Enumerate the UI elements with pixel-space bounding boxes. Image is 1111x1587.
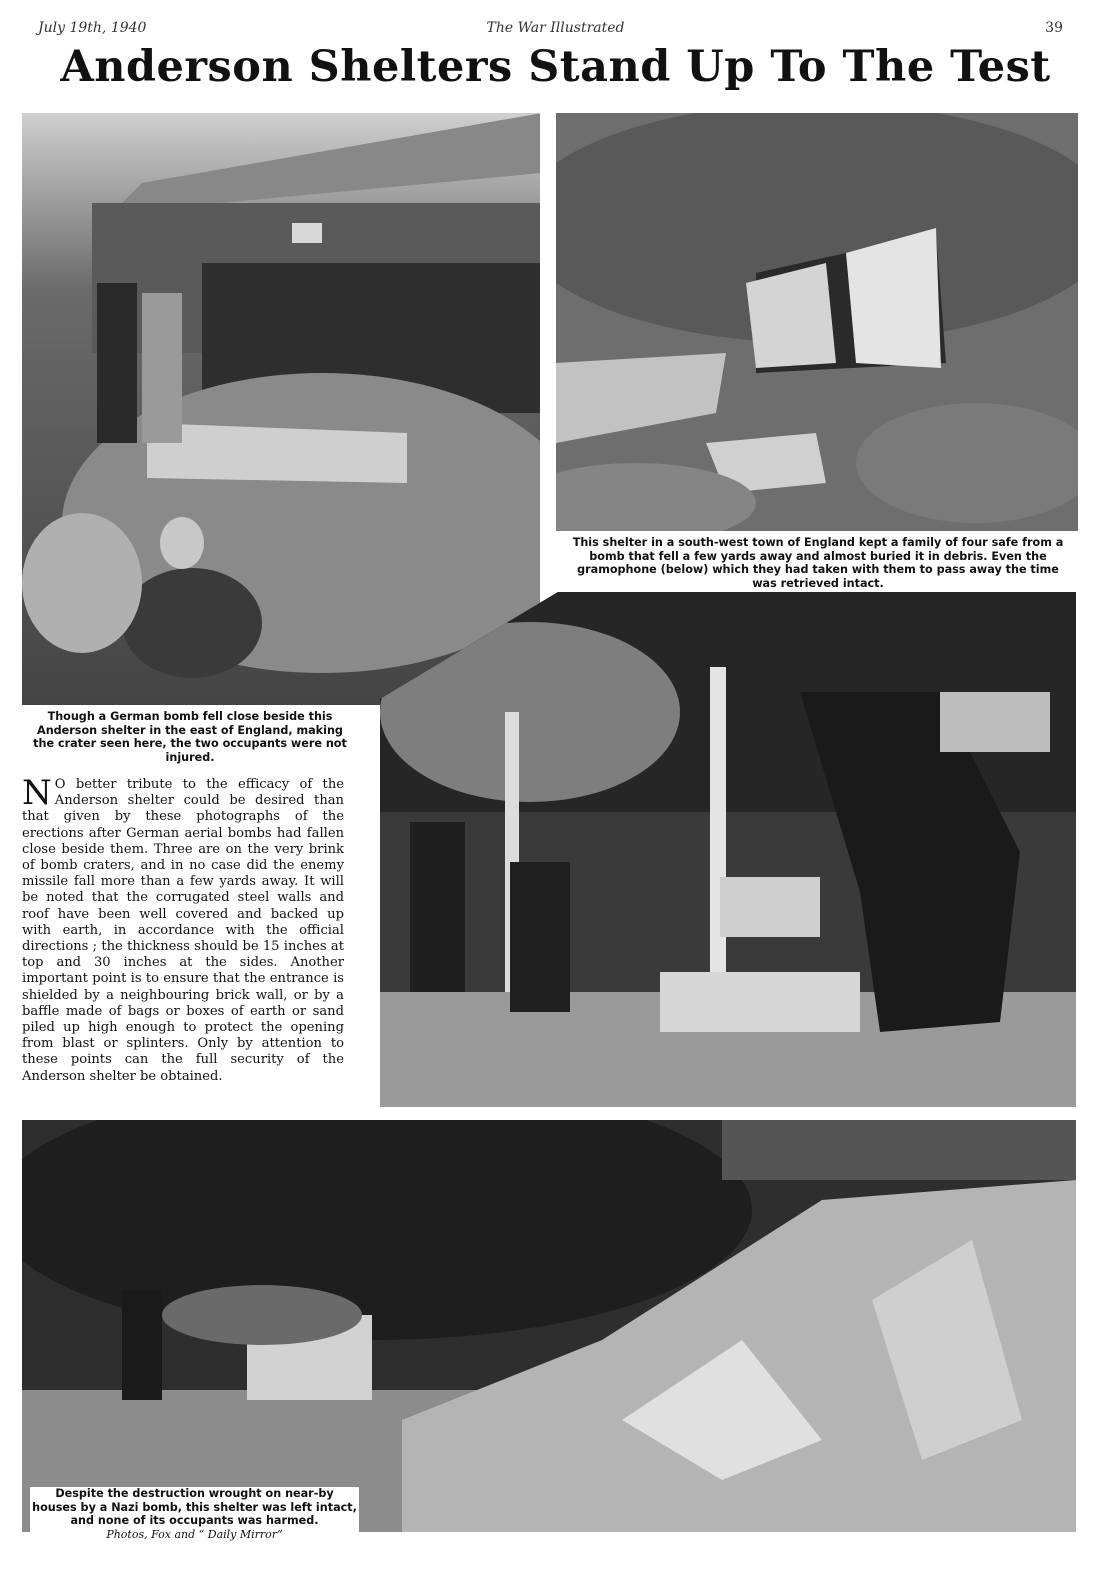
photo-gramophone-rescue-image	[380, 592, 1076, 1107]
article-drop-cap: N	[22, 773, 52, 813]
photo-intact-shelter-rubble-image	[22, 1120, 1076, 1532]
page-number: 39	[1045, 20, 1063, 36]
photo-credit: Photos, Fox and “ Daily Mirror”	[106, 1527, 283, 1541]
photo-gramophone-rescue	[380, 592, 1076, 1107]
article-text: O better tribute to the efficacy of the Anderson shelter could be desired than that given by these photographs of the erections after German aerial bombs had fallen close beside them. Three are on the very brink of bomb craters, and in no case did the enemy missile fall more than a few yards away. It will be noted that the corrugated steel walls and roof have been well covered and backed up with earth, in accordance with the official directions ; the thickness should be 15 inches at top and 30 inches at the sides. Another important point is to ensure that the entrance is shielded by a neighbouring brick wall, or by a baffle made of bags or boxes of earth or sand piled up high enough to protect the opening from blast or splinters. Only by attention to these points can the full security of the Anderson shelter be obtained.	[22, 777, 344, 1084]
caption-intact-shelter	[30, 1487, 359, 1541]
photo-buried-shelter	[556, 113, 1078, 531]
photo-crater-shelter	[22, 113, 540, 705]
publication-name: The War Illustrated	[486, 20, 625, 36]
page-title: Anderson Shelters Stand Up To The Test	[60, 42, 1051, 92]
article-body	[22, 773, 344, 1085]
caption-buried-shelter: This shelter in a south-west town of England kept a family of four safe from a bomb that fell a few yards away and almost buried it in debris. Even the gramophone (below) which they had taken with them to pass away the time was retrieved intact.	[572, 536, 1064, 590]
photo-intact-shelter-rubble	[22, 1120, 1076, 1532]
issue-date: July 19th, 1940	[38, 20, 147, 36]
caption-crater-shelter: Though a German bomb fell close beside this Anderson shelter in the east of England, making the crater seen here, the two occupants were not injured.	[33, 710, 347, 764]
photo-buried-shelter-image	[556, 113, 1078, 531]
caption-intact-shelter-text: Despite the destruction wrought on near-by houses by a Nazi bomb, this shelter was left intact, and none of its occupants was harmed.	[32, 1487, 357, 1527]
photo-crater-shelter-image	[22, 113, 540, 705]
